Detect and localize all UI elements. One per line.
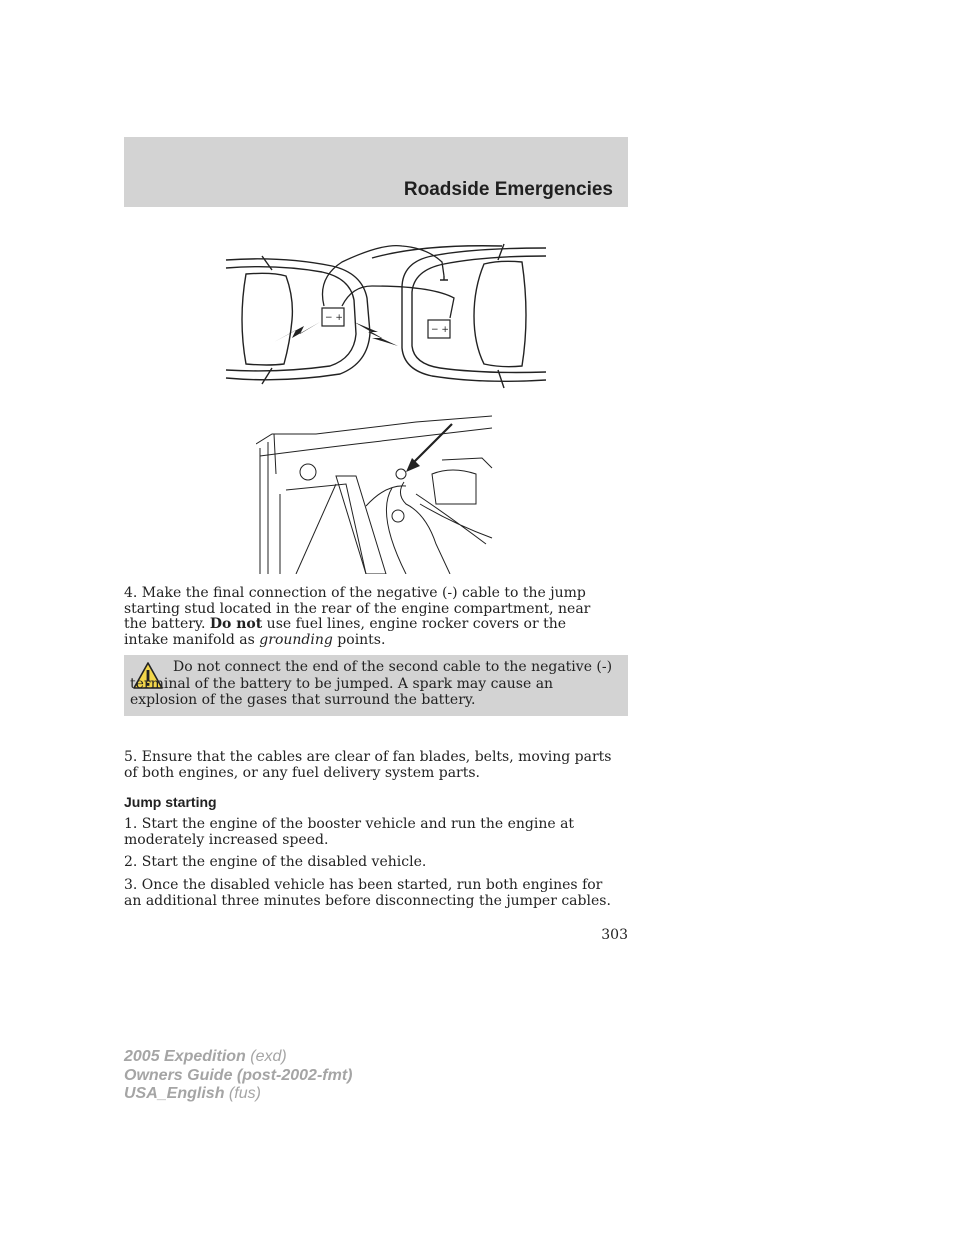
jump-starting-heading: Jump starting <box>124 794 217 810</box>
footer-model-code: (exd) <box>250 1048 287 1065</box>
step-4-text-3: points. <box>337 631 386 648</box>
footer-line-2 <box>124 1067 352 1086</box>
jump-step-1: 1. Start the engine of the booster vehicle and run the engine at moderately increased speed. <box>124 816 575 848</box>
jumper-cable-cars-diagram <box>222 238 550 398</box>
step-5-paragraph: 5. Ensure that the cables are clear of fan blades, belts, moving parts of both engines, or any fuel delivery system parts. <box>124 749 612 781</box>
jump-step-3: 3. Once the disabled vehicle has been started, run both engines for an additional three minutes before disconnecting the jumper cables. <box>124 877 611 909</box>
jump-step-2: 2. Start the engine of the disabled vehicle. <box>124 854 427 870</box>
footer-language: USA_English <box>124 1085 225 1102</box>
spark-left-icon <box>274 322 320 342</box>
engine-compartment-diagram <box>256 414 496 574</box>
footer-language-code: (fus) <box>228 1085 261 1102</box>
ground-stud-arrow-icon <box>412 424 452 464</box>
footer-line-3 <box>124 1085 352 1104</box>
spark-right-icon <box>354 322 398 346</box>
footer-model: 2005 Expedition <box>124 1048 246 1065</box>
support-panel <box>336 476 386 574</box>
left-battery-label: − + <box>325 313 343 323</box>
section-header <box>124 137 628 207</box>
step-4-paragraph <box>124 586 614 648</box>
footer-line-1 <box>124 1048 352 1067</box>
step-4-italic: grounding <box>259 631 333 648</box>
step-4-emphasis: Do not <box>209 616 263 632</box>
footer-guide: Owners Guide (post-2002-fmt) <box>124 1066 353 1084</box>
page-number: 303 <box>601 927 628 943</box>
jumper-cable-positive <box>342 286 454 318</box>
document-footer <box>124 1048 352 1104</box>
section-title: Roadside Emergencies <box>403 179 613 200</box>
right-battery-label: − + <box>431 325 449 335</box>
warning-box <box>124 655 628 716</box>
warning-text: Do not connect the end of the second cable to the negative (-) terminal of the battery to be jumped. A spark may cause an explosion of the gases that surround the battery. <box>130 659 613 708</box>
step-4-text-2: use fuel lines, engine rocker covers or the intake manifold as <box>124 616 567 648</box>
jump-stud <box>396 469 406 479</box>
left-car-outline <box>226 259 370 380</box>
step-4-text: 4. Make the final connection of the negative (-) cable to the jump starting stud located in the rear of the engine compartment, near the battery. <box>124 585 591 632</box>
